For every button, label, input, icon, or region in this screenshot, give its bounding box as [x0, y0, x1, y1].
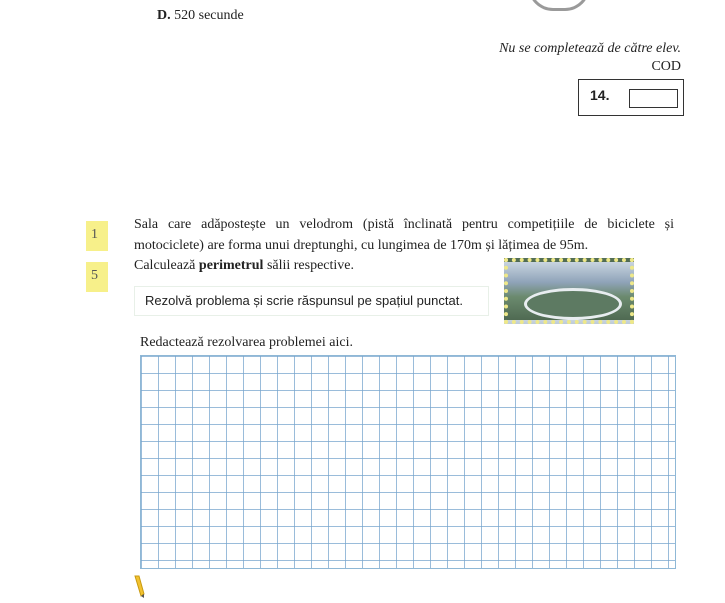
instruction-prefix: Calculează — [134, 258, 199, 273]
velodrome-track — [524, 288, 622, 320]
write-area-label: Redactează rezolvarea problemei aici. — [140, 335, 353, 350]
hint-box: Rezolvă problema și scrie răspunsul pe spațiul punctat. — [134, 286, 489, 316]
option-text: 520 secunde — [170, 8, 244, 23]
instruction-suffix: sălii respective. — [263, 258, 355, 273]
side-mark-1-text: 1 — [91, 227, 98, 242]
teacher-notice: Nu se completează de către elev. — [499, 41, 681, 56]
problem-statement: Sala care adăpostește un velodrom (pistă înclinată pentru competițiile de biciclete și motociclete) are forma unui dreptunghi, cu lungimea de 170m și lățimea de 95m. — [134, 217, 674, 253]
code-input-box[interactable] — [629, 89, 678, 108]
side-mark-2-text: 5 — [91, 268, 98, 283]
cod-label: COD — [651, 59, 681, 74]
option-letter: D. — [157, 8, 171, 23]
side-mark-1 — [86, 221, 108, 251]
item-number: 14. — [590, 87, 610, 103]
velodrome-photo — [504, 258, 634, 324]
problem-instruction — [134, 258, 354, 274]
pencil-icon — [133, 574, 147, 598]
answer-grid[interactable] — [140, 355, 676, 569]
instruction-bold: perimetrul — [198, 258, 264, 273]
code-box — [578, 79, 684, 116]
decorative-arc — [528, 0, 590, 11]
answer-option-d — [157, 8, 244, 24]
side-mark-2 — [86, 262, 108, 292]
